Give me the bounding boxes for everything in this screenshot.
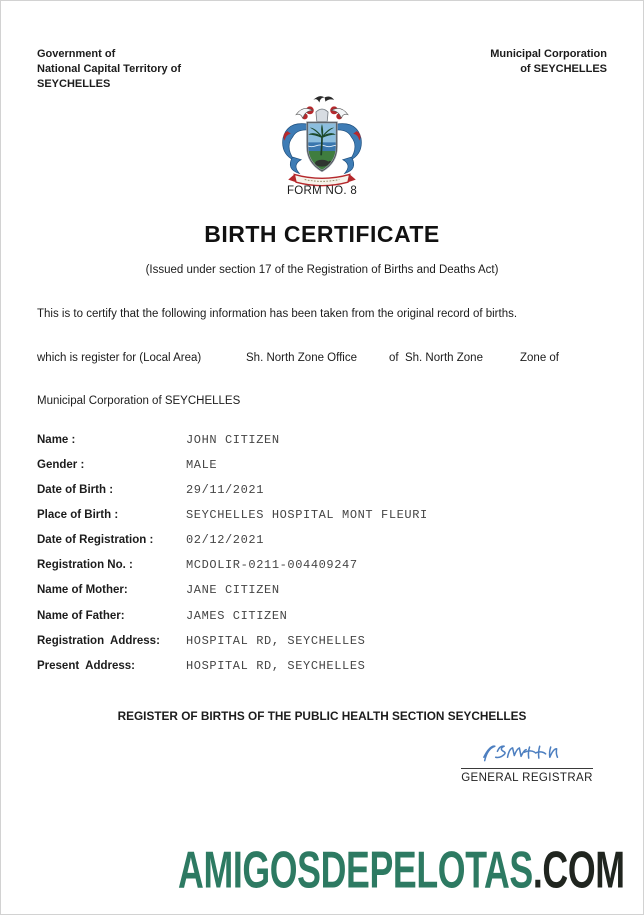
issuer-right-block — [490, 47, 607, 77]
signer-title: GENERAL REGISTRAR — [461, 772, 593, 784]
field-row-place-of-birth — [37, 502, 613, 527]
issuer-right-line: Municipal Corporation — [490, 48, 607, 60]
field-value: JANE CITIZEN — [186, 583, 280, 598]
registrar-signature-icon — [472, 737, 582, 769]
field-row-date-of-birth — [37, 477, 613, 502]
form-number: FORM NO. 8 — [286, 185, 358, 197]
register-line-prefix: which is register for (Local Area) — [37, 352, 202, 364]
register-office: Sh. North Zone Office — [246, 352, 358, 364]
field-label: Present Address: — [37, 659, 135, 672]
site-watermark — [37, 840, 625, 899]
register-line-suffix: Zone of — [520, 352, 559, 364]
field-row-present-address — [37, 653, 613, 678]
certify-statement: This is to certify that the following information has been taken from the original record of births. — [37, 308, 518, 320]
field-value: JAMES CITIZEN — [186, 608, 288, 623]
field-label: Name of Mother: — [37, 584, 128, 597]
field-value: JOHN CITIZEN — [186, 432, 280, 447]
field-row-registration-no — [37, 553, 613, 578]
field-list — [37, 427, 613, 678]
signature-block — [461, 737, 593, 784]
field-row-registration-address — [37, 628, 613, 653]
issuer-left-line: Government of — [37, 48, 116, 60]
corporation-line: Municipal Corporation of SEYCHELLES — [37, 395, 241, 407]
issuer-left-block — [37, 47, 181, 92]
field-label: Name : — [37, 433, 76, 446]
field-value: 29/11/2021 — [186, 482, 265, 497]
issuer-left-line: SEYCHELLES — [37, 77, 111, 90]
document-title: BIRTH CERTIFICATE — [204, 221, 440, 247]
field-label: Date of Birth : — [37, 483, 114, 496]
field-row-name — [37, 427, 613, 452]
field-row-gender — [37, 452, 613, 477]
field-row-name-of-father — [37, 603, 613, 628]
watermark-brand: AMIGOSDEPELOTAS — [178, 840, 534, 899]
field-label: Registration Address: — [37, 634, 160, 647]
seychelles-coat-of-arms-icon — [270, 93, 374, 195]
field-row-date-of-registration — [37, 528, 613, 553]
field-value: HOSPITAL RD, SEYCHELLES — [186, 658, 366, 673]
field-value: MALE — [186, 457, 218, 472]
register-of-births-heading: REGISTER OF BIRTHS OF THE PUBLIC HEALTH SECTION SEYCHELLES — [117, 709, 527, 723]
field-value: SEYCHELLES HOSPITAL MONT FLEURI — [186, 507, 428, 522]
field-label: Gender : — [37, 458, 85, 471]
field-label: Place of Birth : — [37, 508, 119, 521]
issuer-left-line: National Capital Territory of — [37, 62, 182, 75]
register-zone: of Sh. North Zone — [389, 352, 483, 364]
document-subtitle: (Issued under section 17 of the Registration of Births and Deaths Act) — [145, 264, 499, 276]
field-value: MCDOLIR-0211-004409247 — [186, 558, 358, 573]
field-value: 02/12/2021 — [186, 533, 265, 548]
field-label: Date of Registration : — [37, 534, 154, 547]
field-label: Registration No. : — [37, 559, 133, 572]
signature-rule — [461, 768, 593, 769]
field-row-name-of-mother — [37, 578, 613, 603]
field-value: HOSPITAL RD, SEYCHELLES — [186, 633, 366, 648]
issuer-right-line: of SEYCHELLES — [520, 62, 607, 75]
watermark-tld: .COM — [533, 840, 625, 899]
field-label: Name of Father: — [37, 609, 125, 622]
